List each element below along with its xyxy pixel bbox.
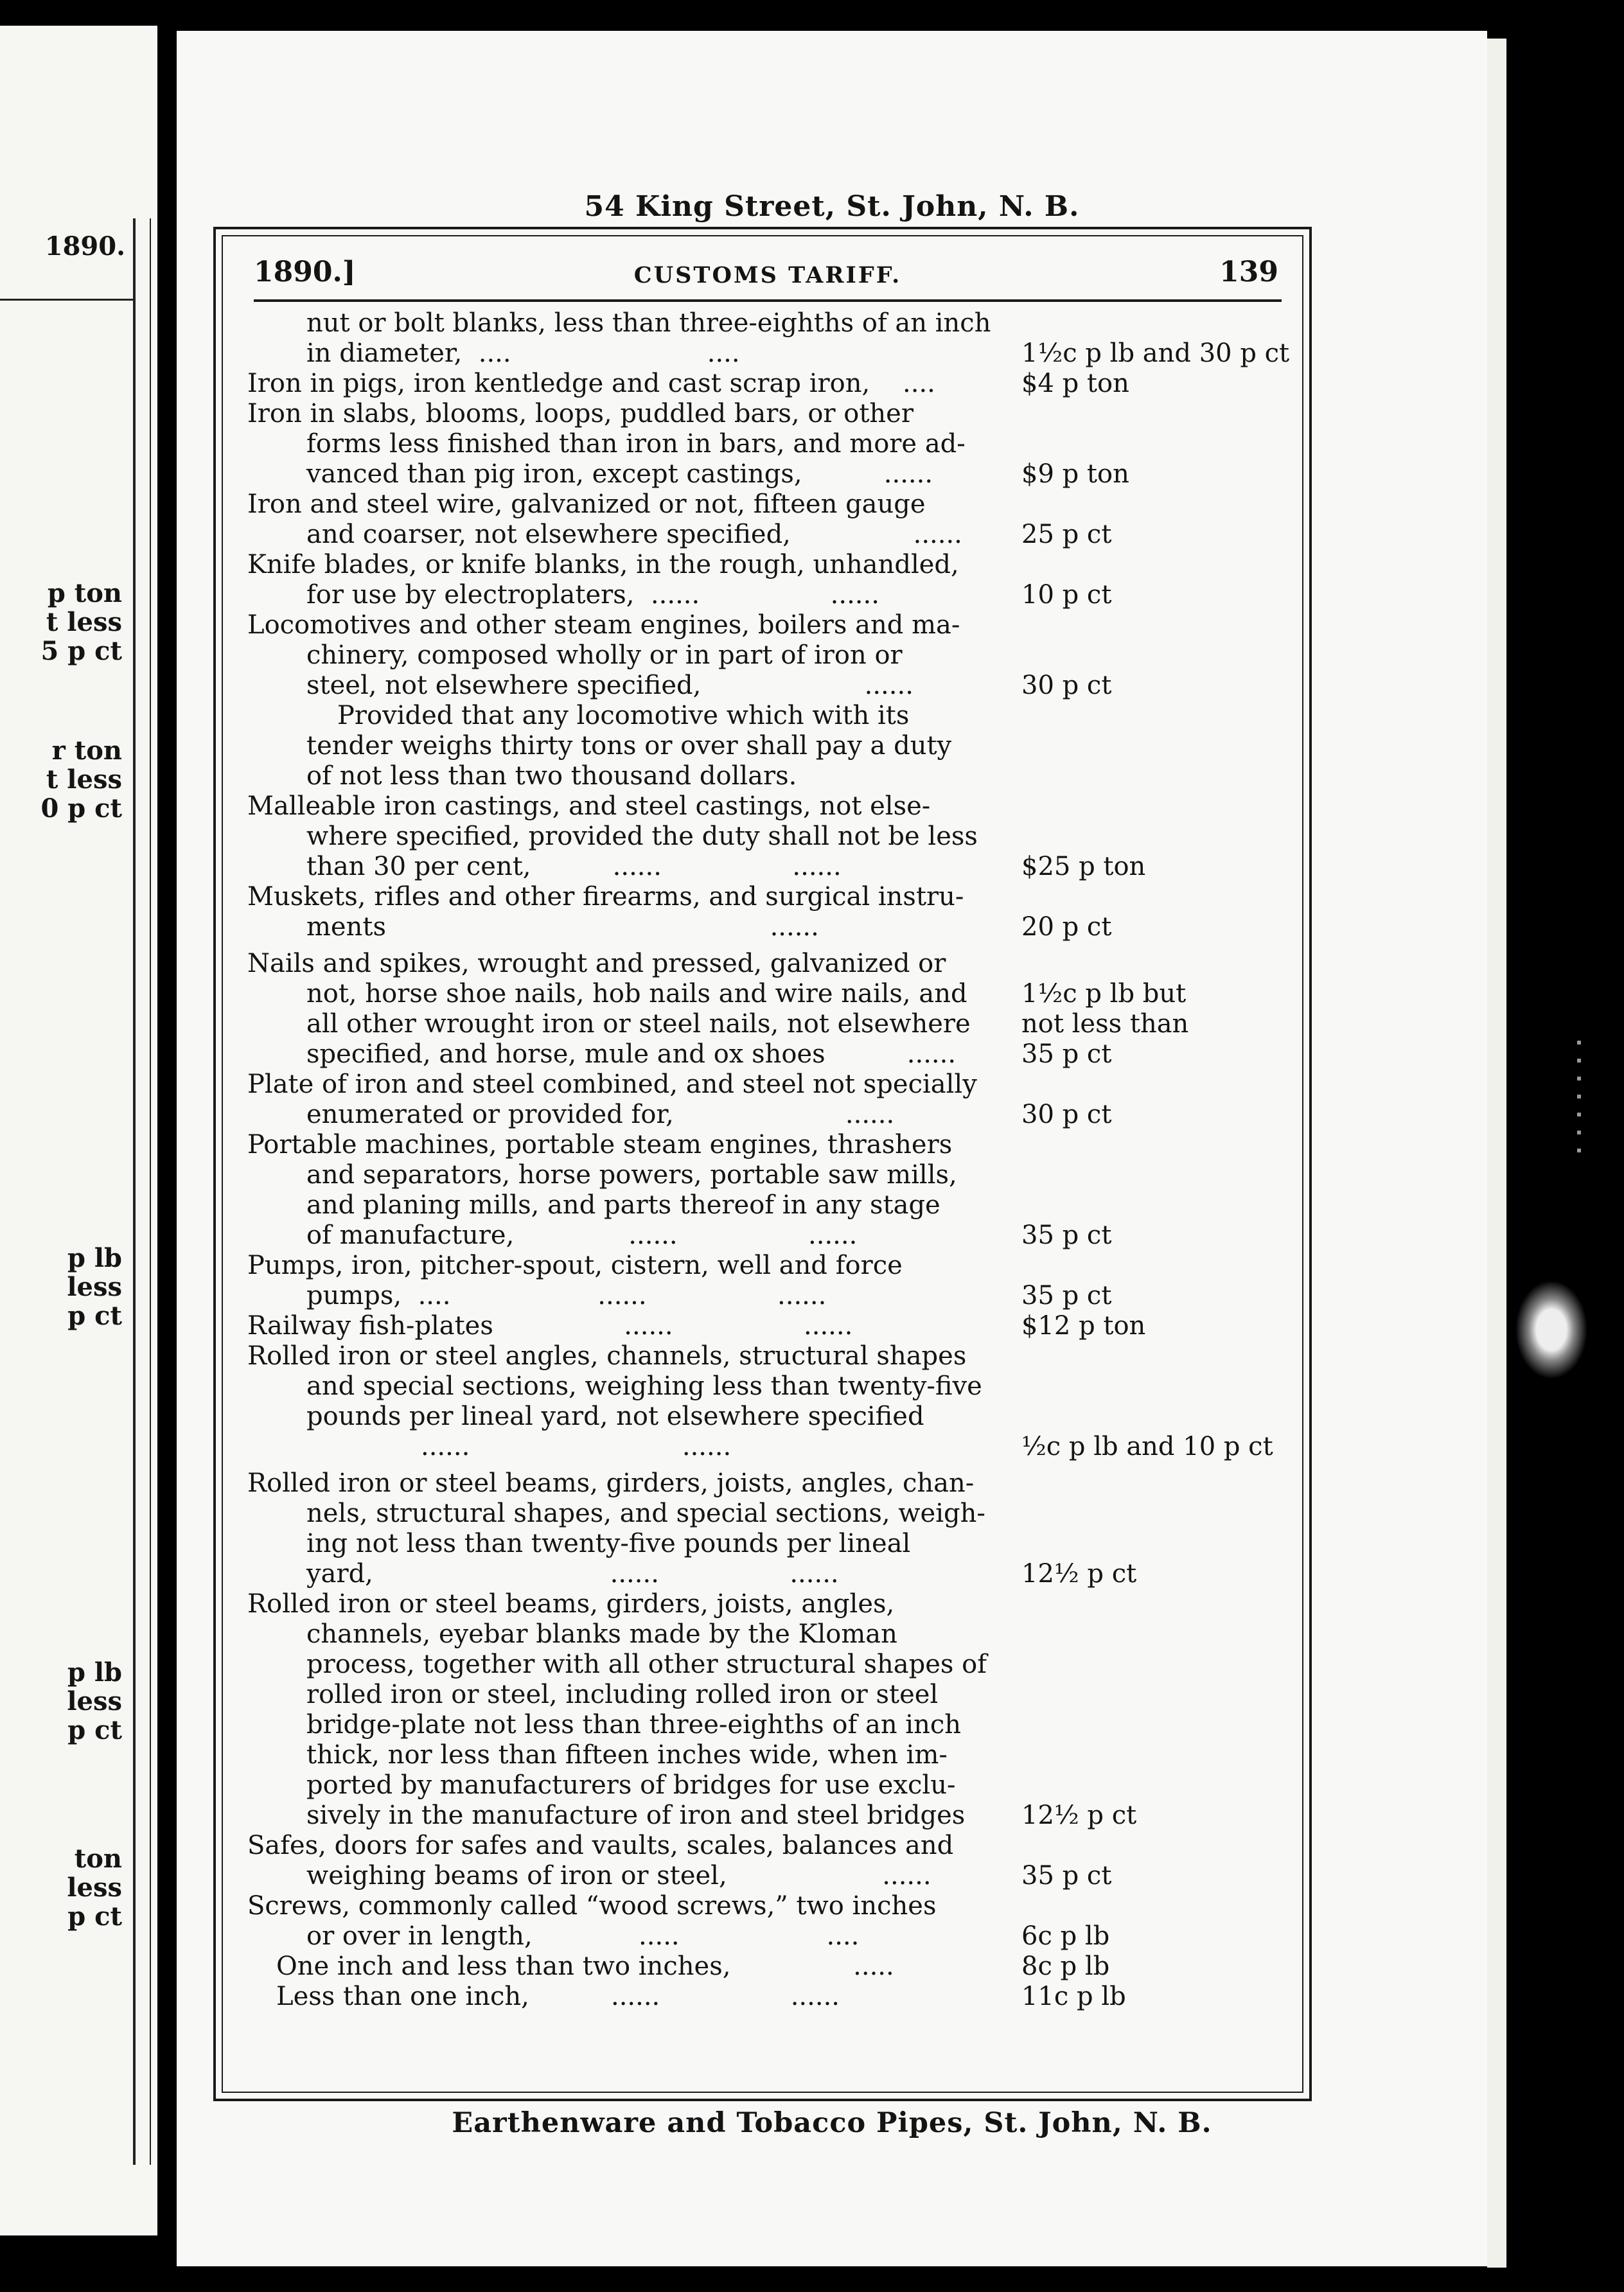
tariff-line xyxy=(247,671,1288,701)
tariff-line-text: and special sections, weighing less than twenty-five xyxy=(306,1371,982,1401)
tariff-rate: 6c p lb xyxy=(1021,1921,1110,1951)
tariff-line-text: Rolled iron or steel beams, girders, joists, angles, chan- xyxy=(247,1468,975,1498)
tariff-line-text: One inch and less than two inches, ..... xyxy=(276,1952,894,1981)
tariff-rate: ½c p lb and 10 p ct xyxy=(1021,1432,1273,1461)
tariff-line xyxy=(247,1740,1288,1770)
tariff-line-text: ing not less than twenty-five pounds per lineal xyxy=(306,1529,911,1558)
tariff-line-text: sively in the manufacture of iron and steel bridges xyxy=(306,1801,966,1830)
tariff-line-text: nut or bolt blanks, less than three-eighths of an inch xyxy=(306,308,991,338)
running-head-year: 1890.] xyxy=(254,256,356,288)
tariff-line xyxy=(247,1341,1288,1371)
tariff-line-text: pounds per lineal yard, not elsewhere specified xyxy=(306,1402,924,1431)
tariff-line xyxy=(247,731,1288,761)
left-page-fragment: p ct xyxy=(67,1715,122,1745)
left-page-fragment: less xyxy=(67,1686,122,1716)
left-page-fragment: p ct xyxy=(67,1301,122,1331)
tariff-line xyxy=(247,1311,1288,1341)
page-edge-right xyxy=(1487,39,1506,2268)
tariff-line-text: chinery, composed wholly or in part of iron or xyxy=(306,640,903,670)
tariff-rate: $9 p ton xyxy=(1021,459,1129,489)
tariff-line-text: all other wrought iron or steel nails, not elsewhere xyxy=(306,1009,971,1039)
tariff-line xyxy=(247,1009,1288,1039)
tariff-line-text: nels, structural shapes, and special sections, weigh- xyxy=(306,1499,985,1528)
tariff-line xyxy=(247,550,1288,580)
tariff-line xyxy=(247,339,1288,369)
left-page-fragment: ton xyxy=(74,1844,122,1874)
left-page-fragment: p lb xyxy=(67,1243,122,1273)
tariff-rate: 35 p ct xyxy=(1021,1281,1112,1310)
tariff-line xyxy=(247,1130,1288,1160)
tariff-line xyxy=(247,610,1288,640)
tariff-line-text: Rolled iron or steel beams, girders, joists, angles, xyxy=(247,1589,895,1619)
tariff-rate: 1½c p lb but xyxy=(1021,979,1187,1009)
tariff-line xyxy=(247,399,1288,429)
tariff-line-text: Locomotives and other steam engines, boilers and ma- xyxy=(247,610,960,640)
tariff-line-text: enumerated or provided for, ...... xyxy=(306,1100,895,1129)
tariff-line-text: Iron in pigs, iron kentledge and cast scrap iron, .... xyxy=(247,369,935,398)
tariff-line-text: ported by manufacturers of bridges for use exclu- xyxy=(306,1770,956,1800)
tariff-line-text: Less than one inch, ...... ...... xyxy=(276,1982,840,2011)
tariff-line-text: and planing mills, and parts thereof in any stage xyxy=(306,1190,940,1220)
tariff-line-text: bridge-plate not less than three-eighths of an inch xyxy=(306,1710,962,1740)
tariff-rate: 1½c p lb and 30 p ct xyxy=(1021,339,1290,368)
tariff-line-text: forms less finished than iron in bars, and more ad- xyxy=(306,429,966,459)
tariff-line xyxy=(247,912,1288,942)
tariff-line xyxy=(247,1160,1288,1190)
tariff-line-text: Iron and steel wire, galvanized or not, fifteen gauge xyxy=(247,489,926,519)
tariff-line xyxy=(247,1770,1288,1801)
tariff-line xyxy=(247,429,1288,459)
tariff-rate: 10 p ct xyxy=(1021,580,1112,610)
tariff-rate: not less than xyxy=(1021,1009,1189,1039)
tariff-line-text: and separators, horse powers, portable saw mills, xyxy=(306,1160,957,1190)
tariff-line xyxy=(247,369,1288,399)
tariff-line-text: pumps, .... ...... ...... xyxy=(306,1281,827,1310)
tariff-line xyxy=(247,1559,1288,1589)
tariff-rate: 20 p ct xyxy=(1021,912,1112,942)
tariff-rate: 30 p ct xyxy=(1021,1100,1112,1129)
left-page-fragment: p ct xyxy=(67,1901,122,1932)
tariff-rate: 35 p ct xyxy=(1021,1861,1112,1891)
tariff-line xyxy=(247,1529,1288,1559)
ink-blot xyxy=(1516,1282,1587,1378)
page-number: 139 xyxy=(1219,256,1278,288)
tariff-line-text: rolled iron or steel, including rolled iron or steel xyxy=(306,1680,939,1709)
tariff-line-text: thick, nor less than fifteen inches wide, when im- xyxy=(306,1740,948,1770)
tariff-line-text: Safes, doors for safes and vaults, scales, balances and xyxy=(247,1831,954,1860)
tariff-line xyxy=(247,1982,1288,2012)
left-page-fragment: t less xyxy=(46,764,122,795)
tariff-line xyxy=(247,949,1288,979)
tariff-line xyxy=(247,1861,1288,1891)
header-rule xyxy=(254,299,1282,302)
tariff-rate: 11c p lb xyxy=(1021,1982,1126,2011)
tariff-line xyxy=(247,1070,1288,1100)
tariff-line xyxy=(247,1891,1288,1921)
running-head-title: CUSTOMS TARIFF. xyxy=(633,262,902,288)
tariff-line-text: in diameter, .... .... xyxy=(306,339,740,368)
tariff-rate: $4 p ton xyxy=(1021,369,1129,398)
tariff-line xyxy=(247,822,1288,852)
header-advertisement: 54 King Street, St. John, N. B. xyxy=(584,190,1080,223)
tariff-line xyxy=(247,580,1288,610)
footer-advertisement: Earthenware and Tobacco Pipes, St. John, N. B. xyxy=(452,2107,1212,2139)
tariff-line xyxy=(247,1801,1288,1831)
tariff-line xyxy=(247,1680,1288,1710)
tariff-line-text: Nails and spikes, wrought and pressed, galvanized or xyxy=(247,949,946,978)
tariff-entries xyxy=(247,308,1288,2012)
tariff-line-text: channels, eyebar blanks made by the Kloman xyxy=(306,1619,897,1649)
tariff-line-text: Provided that any locomotive which with its xyxy=(337,701,910,730)
tariff-line xyxy=(247,1100,1288,1130)
tariff-line-text: weighing beams of iron or steel, ...... xyxy=(306,1861,931,1891)
tariff-line xyxy=(247,1281,1288,1311)
tariff-line-text: Knife blades, or knife blanks, in the rough, unhandled, xyxy=(247,550,959,579)
tariff-line-text: Screws, commonly called “wood screws,” two inches xyxy=(247,1891,937,1921)
tariff-line xyxy=(247,1921,1288,1952)
tariff-line xyxy=(247,852,1288,882)
tariff-rate: 30 p ct xyxy=(1021,671,1112,700)
tariff-line-text: for use by electroplaters, ...... ...... xyxy=(306,580,879,610)
left-page-fragment: less xyxy=(67,1873,122,1903)
tariff-line-text: ments ...... xyxy=(306,912,819,942)
tariff-line xyxy=(247,1221,1288,1251)
tariff-line xyxy=(247,1650,1288,1680)
tariff-line xyxy=(247,1952,1288,1982)
tariff-line-text: Railway fish-plates ...... ...... xyxy=(247,1311,853,1341)
tariff-rate: 25 p ct xyxy=(1021,520,1112,549)
tariff-line xyxy=(247,979,1288,1009)
tariff-rate: 12½ p ct xyxy=(1021,1559,1137,1589)
tariff-line-text: yard, ...... ...... xyxy=(306,1559,839,1589)
tariff-line-text: of manufacture, ...... ...... xyxy=(306,1221,858,1250)
tariff-line xyxy=(247,1190,1288,1221)
left-page-fragment: r ton xyxy=(51,736,122,766)
tariff-line xyxy=(247,1831,1288,1861)
tariff-rate: 12½ p ct xyxy=(1021,1801,1137,1830)
tariff-line-text: or over in length, ..... .... xyxy=(306,1921,860,1951)
tariff-line-text: Plate of iron and steel combined, and steel not specially xyxy=(247,1070,977,1099)
tariff-line-text: vanced than pig iron, except castings, ...... xyxy=(306,459,933,489)
tariff-line xyxy=(247,1039,1288,1070)
tariff-line xyxy=(247,1251,1288,1281)
tariff-line-text: Portable machines, portable steam engines, thrashers xyxy=(247,1130,953,1159)
tariff-line-text: where specified, provided the duty shall not be less xyxy=(306,822,978,851)
left-page-fragment: p lb xyxy=(67,1657,122,1688)
book-page xyxy=(177,31,1487,2266)
tariff-rate: $25 p ton xyxy=(1021,852,1146,881)
tariff-line-text: Pumps, iron, pitcher-spout, cistern, well and force xyxy=(247,1251,903,1280)
tariff-line-text: tender weighs thirty tons or over shall pay a duty xyxy=(306,731,952,761)
tariff-line-text: not, horse shoe nails, hob nails and wire nails, and xyxy=(306,979,967,1009)
left-page-fragment: 5 p ct xyxy=(40,636,122,666)
left-page-fragment: p ton xyxy=(47,578,122,608)
binding-holes xyxy=(1577,1041,1581,1156)
tariff-line-text: specified, and horse, mule and ox shoes ...... xyxy=(306,1039,957,1069)
left-page-fragment: t less xyxy=(46,607,122,637)
tariff-line-text: ...... ...... xyxy=(421,1432,732,1461)
tariff-line-text: steel, not elsewhere specified, ...... xyxy=(306,671,914,700)
tariff-line xyxy=(247,882,1288,912)
tariff-line-text: Malleable iron castings, and steel castings, not else- xyxy=(247,791,931,821)
tariff-rate: $12 p ton xyxy=(1021,1311,1146,1341)
tariff-line xyxy=(247,1589,1288,1619)
tariff-line xyxy=(247,1619,1288,1650)
tariff-line xyxy=(247,1468,1288,1499)
tariff-line xyxy=(247,1402,1288,1432)
tariff-line xyxy=(247,489,1288,520)
left-page-year: 1890. xyxy=(44,231,125,261)
tariff-line xyxy=(247,1371,1288,1402)
tariff-line xyxy=(247,640,1288,671)
tariff-line xyxy=(247,701,1288,731)
tariff-rate: 8c p lb xyxy=(1021,1952,1110,1981)
tariff-line xyxy=(247,308,1288,339)
tariff-line xyxy=(247,459,1288,489)
tariff-rate: 35 p ct xyxy=(1021,1039,1112,1069)
tariff-line xyxy=(247,1432,1288,1462)
tariff-line-text: Muskets, rifles and other firearms, and surgical instru- xyxy=(247,882,964,912)
tariff-line-text: Rolled iron or steel angles, channels, structural shapes xyxy=(247,1341,967,1371)
tariff-line-text: than 30 per cent, ...... ...... xyxy=(306,852,842,881)
tariff-line-text: of not less than two thousand dollars. xyxy=(306,761,797,791)
tariff-line xyxy=(247,1710,1288,1740)
tariff-line xyxy=(247,761,1288,791)
tariff-line-text: and coarser, not elsewhere specified, ...... xyxy=(306,520,962,549)
tariff-line xyxy=(247,1499,1288,1529)
tariff-line-text: Iron in slabs, blooms, loops, puddled bars, or other xyxy=(247,399,914,428)
left-page-fragment: less xyxy=(67,1272,122,1302)
tariff-rate: 35 p ct xyxy=(1021,1221,1112,1250)
left-page-edge xyxy=(0,26,157,2235)
tariff-line-text: process, together with all other structural shapes of xyxy=(306,1650,987,1679)
tariff-line xyxy=(247,791,1288,822)
left-page-fragment: 0 p ct xyxy=(40,793,122,824)
tariff-line xyxy=(247,520,1288,550)
